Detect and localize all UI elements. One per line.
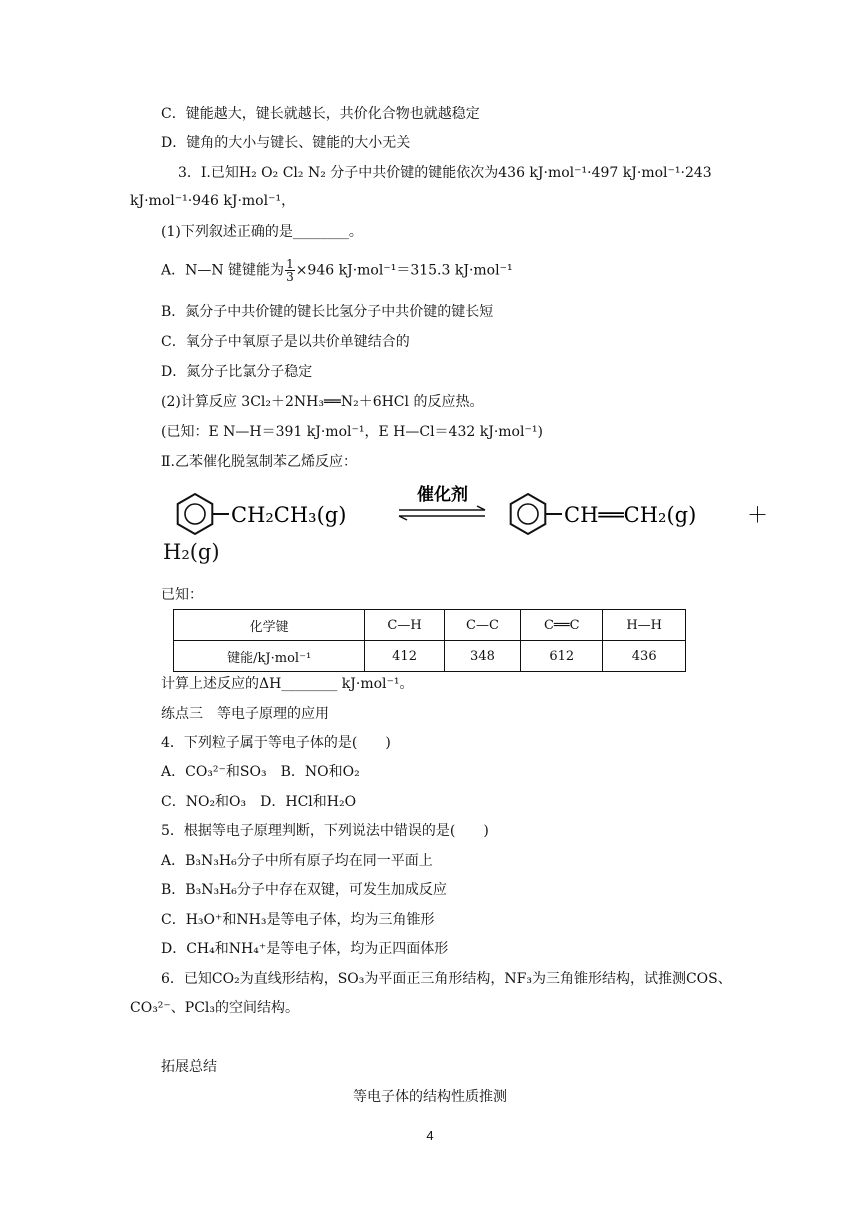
q3-option-a-post: ×946 kJ·mol⁻¹＝315.3 kJ·mol⁻¹ bbox=[295, 262, 513, 279]
question-6-cont: CO₃²⁻、PCl₃的空间结构。 bbox=[130, 1000, 300, 1016]
page-number: 4 bbox=[426, 1128, 434, 1143]
table-cell: 436 bbox=[603, 641, 686, 672]
table-cell: 348 bbox=[444, 641, 520, 672]
table-row bbox=[174, 610, 686, 641]
table-header-cell: C—H bbox=[365, 610, 444, 641]
option-c-line: C．键能越大，键长就越长，共价化合物也就越稳定 bbox=[161, 106, 480, 122]
reactant-text: CH₂CH₃(g) bbox=[231, 503, 347, 527]
expand-title: 等电子体的结构性质推测 bbox=[353, 1089, 507, 1105]
calc-line: 计算上述反应的ΔH________ kJ·mol⁻¹。 bbox=[161, 676, 414, 692]
reaction-scheme bbox=[165, 478, 785, 548]
plus-sign: ＋ bbox=[747, 503, 768, 527]
fraction-numerator: 1 bbox=[286, 257, 294, 271]
q3-option-d: D．氮分子比氯分子稳定 bbox=[161, 364, 313, 380]
q5-option-d: D．CH₄和NH₄⁺是等电子体，均为正四面体形 bbox=[161, 941, 449, 957]
q3-option-b: B．氮分子中共价键的键长比氢分子中共价键的键长短 bbox=[161, 304, 494, 320]
q3-part1: (1)下列叙述正确的是________。 bbox=[161, 224, 363, 240]
q5-option-c: C．H₃O⁺和NH₃是等电子体，均为三角锥形 bbox=[161, 912, 435, 928]
product-text: CH══CH₂(g) bbox=[564, 503, 697, 527]
q5-option-b: B．B₃N₃H₆分子中存在双键，可发生加成反应 bbox=[161, 882, 447, 898]
question-6: 6．已知CO₂为直线形结构，SO₃为平面正三角形结构，NF₃为三角锥形结构，试推测COS、 bbox=[161, 971, 732, 987]
q3-option-c: C．氧分子中氧原子是以共价单键结合的 bbox=[161, 334, 410, 350]
hydrogen-product: H₂(g) bbox=[163, 540, 220, 564]
benzene-ring-icon bbox=[178, 494, 213, 534]
table-row bbox=[174, 641, 686, 672]
question-3-intro: 3．Ⅰ.已知H₂ O₂ Cl₂ N₂ 分子中共价键的键能依次为436 kJ·mol⁻¹·497 kJ·mol⁻¹·243 bbox=[178, 165, 712, 181]
q5-option-a: A．B₃N₃H₆分子中所有原子均在同一平面上 bbox=[161, 853, 433, 869]
table-cell: 412 bbox=[365, 641, 444, 672]
fraction-denominator: 3 bbox=[286, 270, 294, 284]
question-5: 5．根据等电子原理判断，下列说法中错误的是( ) bbox=[161, 823, 489, 839]
known-label: 已知： bbox=[161, 587, 203, 603]
question-4: 4．下列粒子属于等电子体的是( ) bbox=[161, 735, 391, 751]
question-3-intro-cont: kJ·mol⁻¹·946 kJ·mol⁻¹， bbox=[130, 193, 296, 209]
table-header-cell: C══C bbox=[521, 610, 603, 641]
q4-options-cd: C．NO₂和O₃ D．HCl和H₂O bbox=[161, 794, 357, 810]
q3-option-a-pre: A．N—N 键键能为 bbox=[161, 262, 285, 279]
table-header-cell: C—C bbox=[444, 610, 520, 641]
expand-heading: 拓展总结 bbox=[161, 1059, 217, 1075]
option-d-line: D．键角的大小与键长、键能的大小无关 bbox=[161, 135, 411, 151]
q3-part2: (2)计算反应 3Cl₂＋2NH₃══N₂＋6HCl 的反应热。 bbox=[161, 394, 484, 410]
table-cell: 612 bbox=[521, 641, 603, 672]
equilibrium-arrow-icon bbox=[399, 506, 485, 520]
q3-option-a bbox=[161, 258, 513, 283]
bond-energy-table bbox=[173, 609, 686, 672]
section-heading: 练点三 等电子原理的应用 bbox=[161, 706, 329, 722]
fraction bbox=[285, 258, 295, 283]
benzene-ring-icon bbox=[511, 494, 546, 534]
q4-options-ab: A．CO₃²⁻和SO₃ B．NO和O₂ bbox=[161, 764, 360, 780]
table-row-label: 键能/kJ·mol⁻¹ bbox=[174, 641, 365, 672]
catalyst-label: 催化剂 bbox=[417, 485, 468, 505]
q3-part-ii: Ⅱ.乙苯催化脱氢制苯乙烯反应： bbox=[161, 454, 357, 470]
table-header-cell: H—H bbox=[603, 610, 686, 641]
q3-part2-known: (已知：E N—H＝391 kJ·mol⁻¹，E H—Cl＝432 kJ·mol⁻¹) bbox=[161, 424, 543, 440]
table-header-cell: 化学键 bbox=[174, 610, 365, 641]
